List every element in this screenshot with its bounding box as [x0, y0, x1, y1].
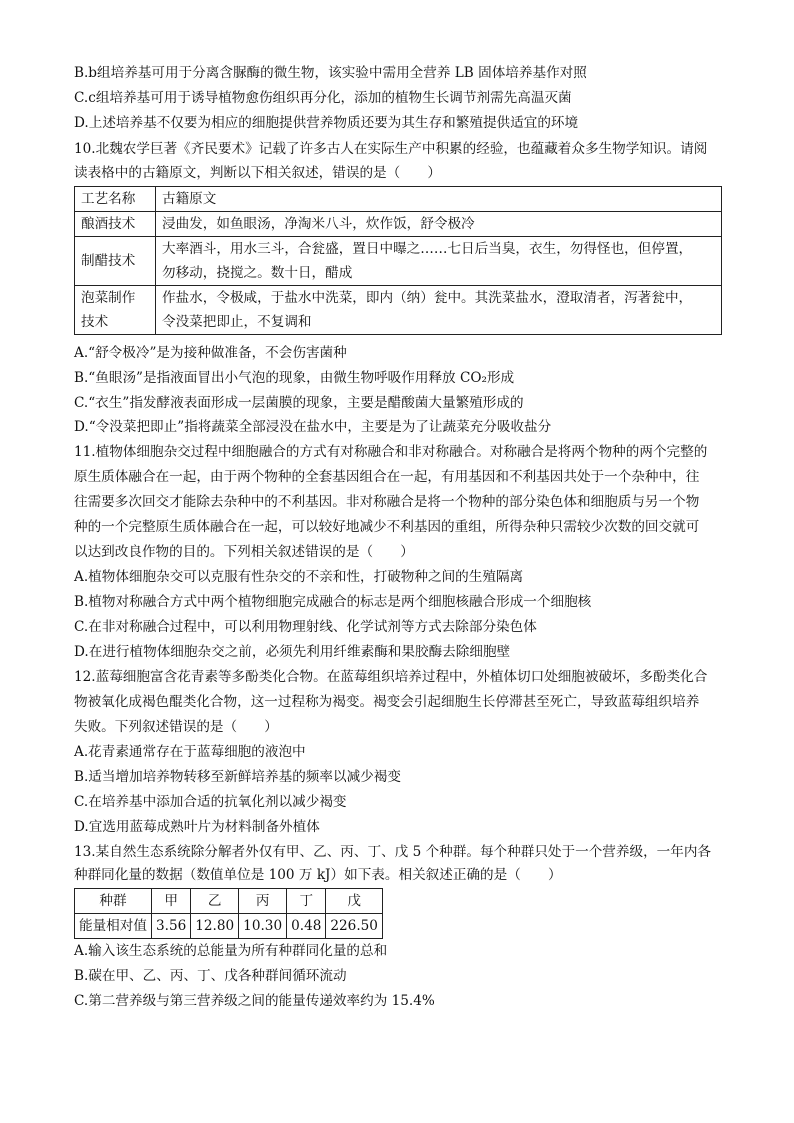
- table-cell-name: [75, 286, 156, 335]
- table-cell-text: [156, 286, 722, 335]
- option-d-q9: D.上述培养基不仅要为相应的细胞提供营养物质还要为其生存和繁殖提供适宜的环境: [74, 115, 579, 131]
- cell-line: 大率酒斗，用水三斗，合瓮盛，置日中曝之……七日后当臭，衣生，勿得怪也，但停置，: [162, 241, 693, 257]
- table-cell: 戊: [326, 889, 383, 914]
- cell-line: 作盐水，令极咸，于盐水中洗菜，即内（纳）瓮中。其洗菜盐水，澄取清者，泻著瓮中，: [162, 290, 693, 306]
- table-cell: 能量相对值: [75, 914, 152, 939]
- option-b-q13: B.碳在甲、乙、丙、丁、戊各种群间循环流动: [74, 968, 347, 984]
- cell-line: 浸曲发，如鱼眼汤，净淘米八斗，炊作饭，舒令极冷: [162, 216, 475, 232]
- table-cell: 10.30: [239, 914, 287, 939]
- question-11-stem: 11.植物体细胞杂交过程中细胞融合的方式有对称融合和非对称融合。对称融合是将两个物种的两个完整的: [74, 444, 708, 460]
- ancient-text-table: [74, 186, 722, 335]
- energy-table: [74, 888, 383, 939]
- option-b-q10: B.“鱼眼汤”是指液面冒出小气泡的现象，由微生物呼吸作用释放 CO₂形成: [74, 370, 515, 386]
- question-11-stem-cont: 原生质体融合在一起，由于两个物种的全套基因组合在一起，有用基因和不利基因共处于一个杂种中，往: [74, 469, 700, 485]
- option-b-q11: B.植物对称融合方式中两个植物细胞完成融合的标志是两个细胞核融合形成一个细胞核: [74, 594, 592, 610]
- option-c-q12: C.在培养基中添加合适的抗氧化剂以减少褐变: [74, 794, 347, 810]
- table-cell: 种群: [75, 889, 152, 914]
- table-cell: 0.48: [287, 914, 326, 939]
- question-11-stem-cont: 种的一个完整原生质体融合在一起，可以较好地减少不利基因的重组，所得杂种只需较少次数的回交就可: [74, 519, 700, 535]
- question-13-stem-cont: 种群同化量的数据（数值单位是 100 万 kJ）如下表。相关叙述正确的是（ ）: [74, 867, 562, 883]
- option-d-q11: D.在进行植物体细胞杂交之前，必须先利用纤维素酶和果胶酶去除细胞壁: [74, 644, 511, 660]
- question-10-stem-cont: 读表格中的古籍原文，判断以下相关叙述，错误的是（ ）: [74, 165, 442, 181]
- option-c-q10: C.“衣生”指发酵液表面形成一层菌膜的现象，主要是醋酸菌大量繁殖形成的: [74, 395, 524, 411]
- table-cell-text: [156, 237, 722, 286]
- table-cell: 226.50: [326, 914, 383, 939]
- cell-line: 制醋技术: [81, 253, 136, 269]
- question-12-stem-cont: 物被氧化成褐色醌类化合物，这一过程称为褐变。褐变会引起细胞生长停滞甚至死亡，导致蓝莓组织培养: [74, 694, 700, 710]
- option-a-q13: A.输入该生态系统的总能量为所有种群同化量的总和: [74, 943, 388, 959]
- cell-line: 酿酒技术: [81, 216, 136, 232]
- table-cell: 3.56: [151, 914, 190, 939]
- table-row: [75, 889, 383, 914]
- table-header-cell: 古籍原文: [156, 187, 722, 212]
- table-cell: 乙: [191, 889, 239, 914]
- table-row: [75, 212, 722, 237]
- option-d-q12: D.宜选用蓝莓成熟叶片为材料制备外植体: [74, 819, 320, 835]
- question-10-stem: 10.北魏农学巨著《齐民要术》记载了许多古人在实际生产中积累的经验，也蕴藏着众多生物学知识。请阅: [74, 141, 708, 157]
- table-cell: 12.80: [191, 914, 239, 939]
- table-cell-name: [75, 212, 156, 237]
- cell-line: 勿移动，挠搅之。数十日，醋成: [162, 265, 353, 281]
- question-13-stem: 13.某自然生态系统除分解者外仅有甲、乙、丙、丁、戊 5 个种群。每个种群只处于一个营养级，一年内各: [74, 844, 712, 860]
- table-row: [75, 286, 722, 335]
- option-a-q11: A.植物体细胞杂交可以克服有性杂交的不亲和性，打破物种之间的生殖隔离: [74, 569, 524, 585]
- cell-line: 令没菜把即止，不复调和: [162, 314, 312, 330]
- table-header-cell: 工艺名称: [75, 187, 156, 212]
- table-cell-name: [75, 237, 156, 286]
- question-11-stem-cont: 以达到改良作物的目的。下列相关叙述错误的是（ ）: [74, 544, 414, 560]
- cell-line: 泡菜制作: [81, 290, 136, 306]
- table-cell: 丙: [239, 889, 287, 914]
- table-row: [75, 914, 383, 939]
- question-12-stem: 12.蓝莓细胞富含花青素等多酚类化合物。在蓝莓组织培养过程中，外植体切口处细胞被破坏，多酚类化合: [74, 669, 708, 685]
- table-row: [75, 237, 722, 286]
- cell-line: 技术: [81, 314, 109, 330]
- table-cell-text: [156, 212, 722, 237]
- option-b-q9: B.b组培养基可用于分离含脲酶的微生物，该实验中需用全营养 LB 固体培养基作对照: [74, 65, 587, 81]
- table-cell: 甲: [151, 889, 190, 914]
- table-header-row: [75, 187, 722, 212]
- option-c-q11: C.在非对称融合过程中，可以利用物理射线、化学试剂等方式去除部分染色体: [74, 619, 537, 635]
- option-c-q9: C.c组培养基可用于诱导植物愈伤组织再分化，添加的植物生长调节剂需先高温灭菌: [74, 90, 572, 106]
- option-a-q12: A.花青素通常存在于蓝莓细胞的液泡中: [74, 744, 306, 760]
- option-a-q10: A.“舒令极冷”是为接种做准备，不会伤害菌种: [74, 345, 347, 361]
- option-b-q12: B.适当增加培养物转移至新鲜培养基的频率以减少褐变: [74, 769, 401, 785]
- question-11-stem-cont: 往需要多次回交才能除去杂种中的不利基因。非对称融合是将一个物种的部分染色体和细胞质与另一个物: [74, 494, 700, 510]
- question-12-stem-cont: 失败。下列叙述错误的是（ ）: [74, 719, 278, 735]
- option-d-q10: D.“令没菜把即止”指将蔬菜全部浸没在盐水中，主要是为了让蔬菜充分吸收盐分: [74, 419, 552, 435]
- option-c-q13: C.第二营养级与第三营养级之间的能量传递效率约为 15.4%: [74, 993, 435, 1009]
- table-cell: 丁: [287, 889, 326, 914]
